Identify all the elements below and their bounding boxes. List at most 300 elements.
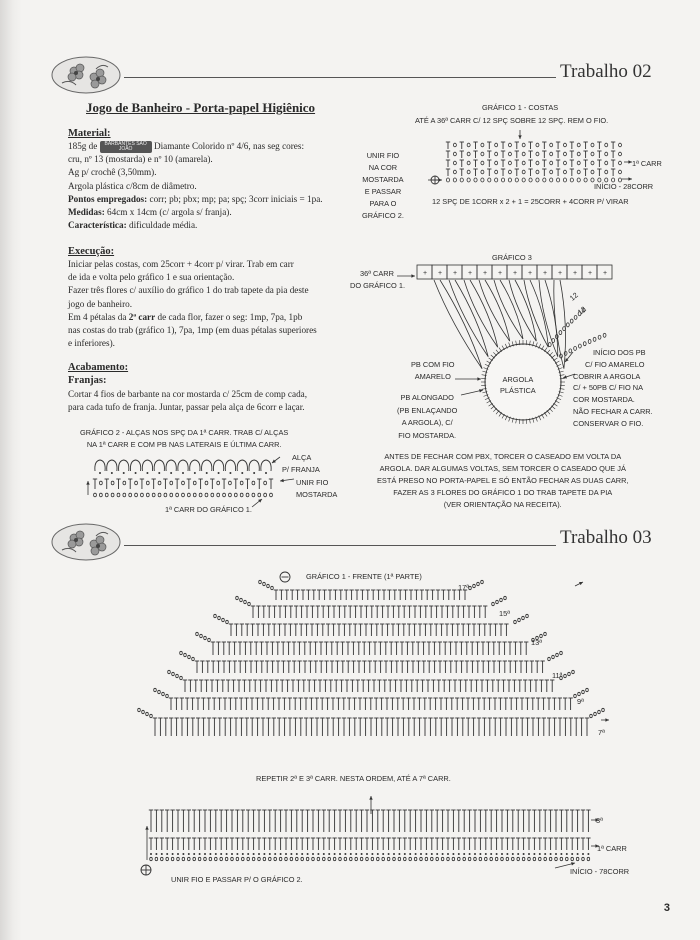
chain-mark — [495, 178, 498, 182]
chain-mark — [398, 857, 401, 860]
slip-mark — [398, 853, 400, 855]
slip-mark — [587, 853, 589, 855]
chain-mark — [588, 339, 591, 343]
chain-mark — [508, 161, 511, 165]
slip-mark — [479, 853, 481, 855]
chain-mark — [526, 614, 529, 617]
chain-mark — [306, 857, 309, 860]
slip-mark — [193, 853, 195, 855]
chain-mark — [188, 655, 191, 658]
chain-mark — [377, 857, 380, 860]
arrow-head — [571, 862, 575, 865]
row-label-9: 9ª — [577, 697, 584, 706]
chain-mark — [218, 616, 221, 619]
loop-mark — [107, 460, 117, 471]
chain-mark — [117, 493, 120, 497]
chain-mark — [563, 178, 566, 182]
chain-mark — [248, 602, 251, 605]
chain-mark — [252, 481, 255, 485]
franjas-line: Cortar 4 fios de barbante na cor mostarda c/ 25cm de comp cada, — [68, 389, 308, 399]
chain-mark — [574, 315, 577, 319]
chain-mark — [469, 586, 472, 589]
chain-mark — [209, 857, 212, 860]
chain-mark — [564, 674, 567, 677]
slip-mark — [146, 472, 148, 474]
chain-mark — [591, 161, 594, 165]
grafico3-inicio-label: INÍCIO DOS PB C/ FIO AMARELO COBRIR A ARGOLA C/ + 50PB C/ FIO NA COR MOSTARDA. NÃO FECHAR A CARR. CONSERVAR O FIO. — [573, 348, 653, 428]
chain-mark — [594, 712, 597, 715]
slip-mark — [209, 853, 211, 855]
arrow-head — [477, 377, 481, 380]
slip-mark — [172, 853, 174, 855]
chain-mark — [170, 481, 173, 485]
slip-mark — [577, 853, 579, 855]
chain-mark — [536, 161, 539, 165]
chain-mark — [501, 178, 504, 182]
grid-plus: + — [558, 270, 563, 277]
material-line: Ag p/ crochê (3,50mm). — [68, 167, 157, 178]
chain-mark — [204, 857, 207, 860]
chain-mark — [563, 161, 566, 165]
slip-mark — [123, 472, 125, 474]
row-label-1: 1ª CARR — [597, 844, 627, 853]
chain-mark — [393, 857, 396, 860]
loop-mark — [237, 460, 247, 471]
slip-mark — [361, 853, 363, 855]
slip-mark — [135, 472, 137, 474]
chain-mark — [514, 620, 517, 623]
grafico3-argola-label: ARGOLA PLÁSTICA — [500, 375, 536, 395]
chain-mark — [591, 152, 594, 156]
grafico3-36-label: 36ª CARR DO GRÁFICO 1. — [350, 269, 406, 290]
chain-mark — [574, 694, 577, 697]
chain-mark — [576, 857, 579, 860]
chain-mark — [508, 170, 511, 174]
chain-mark — [463, 857, 466, 860]
slip-mark — [285, 853, 287, 855]
caracteristica-label: Característica: — [68, 220, 127, 231]
grafico1-costas-left-note: UNIR FIO NA COR MOSTARDA E PASSAR PARA O GRÁFICO 2. — [362, 151, 404, 220]
chain-mark — [290, 857, 293, 860]
slip-mark — [544, 853, 546, 855]
franjas-heading: Franjas: — [68, 375, 107, 386]
chain-mark — [522, 143, 525, 147]
chain-mark — [560, 857, 563, 860]
execucao-line: Em 4 pétalas da — [68, 311, 127, 322]
chain-mark — [501, 857, 504, 860]
chain-mark — [172, 672, 175, 675]
chain-mark — [481, 161, 484, 165]
chain-mark — [105, 493, 108, 497]
chain-mark — [473, 584, 476, 587]
chain-mark — [158, 493, 161, 497]
chain-mark — [495, 152, 498, 156]
chain-mark — [488, 178, 491, 182]
slip-mark — [447, 853, 449, 855]
row-label-11: 11ª — [552, 671, 563, 680]
slip-mark — [555, 853, 557, 855]
slip-mark — [194, 472, 196, 474]
execucao-line: e inferiores). — [68, 338, 115, 349]
chain-mark — [211, 493, 214, 497]
grid-plus: + — [573, 270, 578, 277]
chain-mark — [187, 493, 190, 497]
chain-mark — [177, 857, 180, 860]
medidas-value: 64cm x 14cm (c/ argola s/ franja). — [107, 207, 232, 218]
chain-mark — [111, 493, 114, 497]
chain-mark — [339, 857, 342, 860]
chain-mark — [619, 161, 622, 165]
slip-mark — [388, 853, 390, 855]
chain-mark — [453, 170, 456, 174]
loop-mark — [142, 460, 152, 471]
chain-mark — [246, 493, 249, 497]
chain-mark — [591, 143, 594, 147]
chain-mark — [431, 857, 434, 860]
chain-mark — [199, 493, 202, 497]
chain-mark — [508, 178, 511, 182]
grafico3-label-12a: 12 — [567, 290, 580, 303]
slip-mark — [334, 853, 336, 855]
chain-mark — [591, 170, 594, 174]
chain-mark — [217, 493, 220, 497]
slip-mark — [355, 853, 357, 855]
grafico3-label-12b: 12 — [575, 304, 588, 317]
chain-mark — [587, 857, 590, 860]
grid-plus: + — [588, 270, 593, 277]
grafico2-alca-label: ALÇA P/ FRANJA — [282, 453, 320, 474]
chain-mark — [481, 178, 484, 182]
franjas-section — [68, 388, 360, 414]
medidas-label: Medidas: — [68, 207, 105, 218]
slip-mark — [458, 853, 460, 855]
chain-mark — [333, 857, 336, 860]
chain-mark — [598, 335, 601, 339]
slip-mark — [377, 853, 379, 855]
chain-mark — [264, 481, 267, 485]
slip-mark — [582, 853, 584, 855]
grafico2-unir-label: UNIR FIO MOSTARDA — [296, 478, 338, 499]
loop-mark — [166, 460, 176, 471]
slip-mark — [523, 853, 525, 855]
chain-mark — [506, 857, 509, 860]
loop-mark — [225, 460, 235, 471]
chain-mark — [577, 178, 580, 182]
chain-mark — [522, 178, 525, 182]
grid-plus: + — [603, 270, 608, 277]
grafico1-costas-chart — [420, 128, 635, 190]
chain-mark — [234, 493, 237, 497]
loop-mark — [154, 460, 164, 471]
slip-mark — [528, 853, 530, 855]
chain-mark — [577, 161, 580, 165]
chain-mark — [182, 493, 185, 497]
slip-mark — [247, 853, 249, 855]
chain-mark — [252, 493, 255, 497]
chain-mark — [481, 143, 484, 147]
chain-mark — [468, 857, 471, 860]
grafico1-costas-title: GRÁFICO 1 - COSTAS — [482, 103, 559, 112]
chain-mark — [481, 170, 484, 174]
chain-mark — [158, 481, 161, 485]
chain-mark — [568, 672, 571, 675]
chain-mark — [258, 857, 261, 860]
chain-mark — [602, 708, 605, 711]
grafico2-bottom-label: 1ª CARR DO GRÁFICO 1. — [165, 505, 252, 514]
arrow-head — [145, 826, 148, 830]
acabamento-heading: Acabamento: — [68, 362, 129, 373]
slip-mark — [512, 853, 514, 855]
grafico1-costas-subtitle: ATÉ A 36ª CARR C/ 12 SPÇ SOBRE 12 SPÇ. REM O FIO. — [415, 116, 609, 125]
slip-mark — [452, 853, 454, 855]
chain-mark — [192, 657, 195, 660]
chain-mark — [453, 152, 456, 156]
chain-mark — [619, 152, 622, 156]
chain-mark — [259, 580, 262, 583]
chain-mark — [231, 857, 234, 860]
chain-mark — [164, 493, 167, 497]
execucao-heading: Execução: — [68, 246, 115, 257]
chain-mark — [196, 632, 199, 635]
slip-mark — [229, 472, 231, 474]
grid-plus: + — [543, 270, 548, 277]
chain-mark — [217, 481, 220, 485]
chain-mark — [240, 493, 243, 497]
chain-mark — [409, 857, 412, 860]
chain-mark — [578, 692, 581, 695]
chain-mark — [555, 857, 558, 860]
chain-mark — [536, 143, 539, 147]
chain-mark — [603, 333, 606, 337]
arrow-head — [479, 389, 483, 392]
slip-mark — [182, 472, 184, 474]
chain-mark — [240, 598, 243, 601]
chain-mark — [570, 178, 573, 182]
chain-mark — [529, 178, 532, 182]
slip-mark — [571, 853, 573, 855]
chain-mark — [229, 481, 232, 485]
chain-mark — [517, 857, 520, 860]
slip-mark — [218, 472, 220, 474]
loop-mark — [261, 460, 271, 471]
chain-mark — [371, 857, 374, 860]
slip-mark — [188, 853, 190, 855]
chain-mark — [566, 323, 569, 327]
arrow-head — [280, 479, 284, 482]
loop-mark — [95, 460, 105, 471]
chain-mark — [205, 493, 208, 497]
chain-mark — [193, 481, 196, 485]
chain-mark — [193, 493, 196, 497]
chain-mark — [477, 582, 480, 585]
chain-mark — [328, 857, 331, 860]
chain-mark — [446, 178, 449, 182]
slip-mark — [166, 853, 168, 855]
slip-mark — [111, 472, 113, 474]
chain-mark — [135, 493, 138, 497]
brand-logo: BARBANTES SÃO JOÃO — [100, 141, 152, 153]
chain-mark — [563, 143, 566, 147]
chain-mark — [111, 481, 114, 485]
section-title: Trabalho 03 — [560, 527, 652, 548]
slip-mark — [231, 853, 233, 855]
chain-mark — [548, 343, 551, 347]
chain-mark — [236, 857, 239, 860]
arrow-head — [563, 375, 567, 378]
chain-mark — [522, 857, 525, 860]
chain-mark — [236, 596, 239, 599]
chain-mark — [188, 857, 191, 860]
chain-mark — [204, 636, 207, 639]
chain-mark — [556, 653, 559, 656]
chain-mark — [560, 651, 563, 654]
chain-mark — [152, 493, 155, 497]
grafico1-frente-bottom-note: UNIR FIO E PASSAR P/ O GRÁFICO 2. — [171, 875, 303, 884]
chain-mark — [269, 857, 272, 860]
execucao-line: de cada flor, fazer o seg: 1mp, 7pa, 1pb — [157, 311, 303, 322]
slip-mark — [442, 853, 444, 855]
execucao-section — [68, 258, 360, 350]
loop-mark — [119, 460, 129, 471]
chain-mark — [577, 152, 580, 156]
chain-mark — [382, 857, 385, 860]
chain-mark — [485, 857, 488, 860]
slip-mark — [366, 853, 368, 855]
chain-mark — [563, 170, 566, 174]
chain-mark — [184, 653, 187, 656]
chain-mark — [198, 857, 201, 860]
slip-mark — [420, 853, 422, 855]
slip-mark — [296, 853, 298, 855]
slip-mark — [161, 853, 163, 855]
slip-mark — [404, 853, 406, 855]
chain-mark — [404, 857, 407, 860]
slip-mark — [177, 853, 179, 855]
slip-mark — [533, 853, 535, 855]
chain-mark — [176, 493, 179, 497]
slip-mark — [220, 853, 222, 855]
arrow-head — [605, 718, 609, 721]
chain-mark — [180, 676, 183, 679]
execucao-line: jogo de banheiro. — [68, 298, 133, 309]
chain-mark — [267, 584, 270, 587]
section-title: Trabalho 02 — [560, 61, 652, 82]
slip-mark — [393, 853, 395, 855]
slip-mark — [150, 853, 152, 855]
execucao-line: Fazer três flores c/ auxílio do gráfico 1 do trab tapete da pia deste — [68, 285, 309, 296]
chain-mark — [420, 857, 423, 860]
chain-mark — [154, 688, 157, 691]
petal-loop — [434, 280, 482, 369]
chain-mark — [583, 342, 586, 346]
chain-mark — [355, 857, 358, 860]
loop-mark — [190, 460, 200, 471]
page-binding-shadow — [0, 0, 22, 940]
chain-mark — [563, 152, 566, 156]
loop-mark — [213, 460, 223, 471]
chain-mark — [176, 674, 179, 677]
ring-stitch — [493, 352, 497, 356]
chain-mark — [544, 857, 547, 860]
slip-mark — [206, 472, 208, 474]
loop-mark — [202, 460, 212, 471]
chain-mark — [495, 170, 498, 174]
chain-mark — [99, 493, 102, 497]
pontos-value: corr; pb; pbx; mp; pa; spç; 3corr iniciais = 1pa. — [149, 193, 323, 204]
chain-mark — [425, 857, 428, 860]
chain-mark — [123, 481, 126, 485]
slip-mark — [371, 853, 373, 855]
chain-mark — [247, 857, 250, 860]
arrow-head — [411, 274, 415, 277]
chain-mark — [564, 351, 567, 355]
chain-mark — [182, 481, 185, 485]
chain-mark — [577, 143, 580, 147]
chain-mark — [296, 857, 299, 860]
chain-mark — [496, 600, 499, 603]
slip-mark — [550, 853, 552, 855]
chain-mark — [467, 170, 470, 174]
chain-mark — [274, 857, 277, 860]
chain-mark — [569, 349, 572, 353]
slip-mark — [328, 853, 330, 855]
slip-mark — [501, 853, 503, 855]
slip-mark — [539, 853, 541, 855]
chain-mark — [512, 857, 515, 860]
grafico1-costas-inicio-label: INÍCIO - 28CORR — [594, 182, 654, 191]
chain-mark — [533, 857, 536, 860]
chain-mark — [522, 616, 525, 619]
ring-stitch — [493, 408, 497, 412]
chain-mark — [166, 694, 169, 697]
chain-mark — [582, 690, 585, 693]
loop-mark — [249, 460, 259, 471]
chain-mark — [550, 143, 553, 147]
grid-plus: + — [528, 270, 533, 277]
chain-mark — [495, 857, 498, 860]
chain-mark — [539, 857, 542, 860]
chain-mark — [414, 857, 417, 860]
slip-mark — [155, 853, 157, 855]
slip-mark — [274, 853, 276, 855]
chain-mark — [170, 493, 173, 497]
chain-mark — [263, 582, 266, 585]
grid-plus: + — [513, 270, 518, 277]
chain-mark — [222, 618, 225, 621]
chain-mark — [263, 857, 266, 860]
slip-mark — [566, 853, 568, 855]
slip-mark — [517, 853, 519, 855]
chain-mark — [522, 170, 525, 174]
slip-mark — [253, 472, 255, 474]
chain-mark — [208, 638, 211, 641]
chain-mark — [481, 152, 484, 156]
chain-mark — [481, 580, 484, 583]
chain-mark — [552, 339, 555, 343]
grafico3-note: ANTES DE FECHAR COM PBX, TORCER O CASEADO EM VOLTA DA ARGOLA. DAR ALGUMAS VOLTAS, SEM TORCER O CASEADO QUE JÁ ESTÁ PRESO NO PORTA-PAPEL E SÓ ENTÃO FECHAR AS DUAS CARR, FAZER AS 3 FLORES DO GRÁFICO 1 DO TRAB TAPETE DA PIA (VER ORIENTAÇÃO NA RECEITA). — [377, 452, 629, 509]
slip-mark — [269, 853, 271, 855]
chain-mark — [544, 632, 547, 635]
slip-mark — [474, 853, 476, 855]
chain-mark — [474, 857, 477, 860]
chain-mark — [205, 481, 208, 485]
slip-mark — [263, 853, 265, 855]
slip-mark — [280, 853, 282, 855]
grid-plus: + — [498, 270, 503, 277]
chain-mark — [593, 337, 596, 341]
slip-mark — [436, 853, 438, 855]
grid-plus: + — [453, 270, 458, 277]
